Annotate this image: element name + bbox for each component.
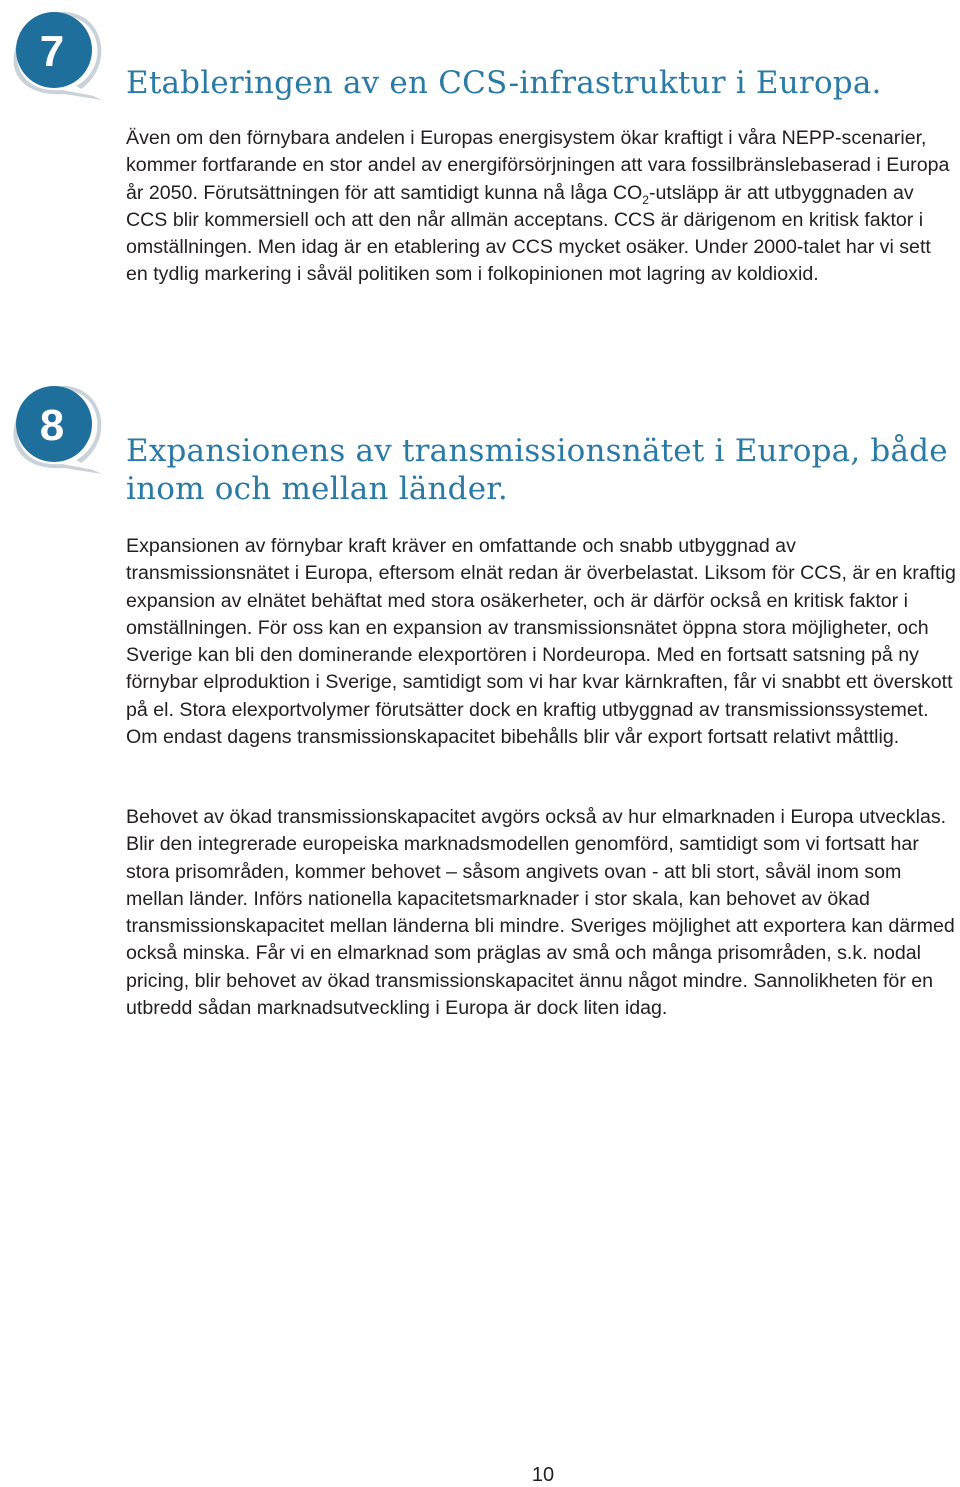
- section-7-title: Etableringen av en CCS-infrastruktur i Europa.: [126, 65, 882, 101]
- co2-subscript: 2: [642, 192, 649, 207]
- section-8-paragraph-1: Expansionen av förnybar kraft kräver en omfattande och snabb utbyggnad av transmissionsnätet i Europa, eftersom elnät redan är överbelastat. Liksom för CCS, är en kraftig expansion av elnätet behäftat med stora osäkerheter, och är därför också en kritisk faktor i omställningen. För oss kan en expansion av transmissionsnätet öppna stora möjligheter, och Sverige kan bli den dominerande elexportören i Nordeuropa. Med en fortsatt satsning på ny förnybar elproduktion i Sverige, samtidigt som vi har kvar kärnkraften, får vi snabbt ett överskott på el. Stora elexportvolymer förutsätter dock en kraftig utbyggnad av transmissionssystemet. Om endast dagens transmissionskapacitet bibehålls blir vår export fortsatt relativt måttlig.: [126, 535, 956, 749]
- section-7-paragraph: [126, 125, 958, 289]
- section-7-text-b: -utsläpp är att utbyggnaden av CCS blir kommersiell och att den når allmän acceptans. CCS är därigenom en kritisk faktor i omställningen. Men idag är en etablering av CCS mycket osäker. Under 2000-talet har vi sett en tydlig markering i såväl politiken som i folkopinionen mot lagring av koldioxid.: [126, 181, 931, 286]
- page-number: 10: [531, 1464, 555, 1486]
- section-8-paragraph-2: Behovet av ökad transmissionskapacitet avgörs också av hur elmarknaden i Europa utvecklas. Blir den integrerade europeiska marknadsmodellen genomförd, samtidigt som vi fortsatt har stora prisområden, kommer behovet – såsom angivets ovan - att bli stort, såväl inom som mellan länder. Införs nationella kapacitetsmarknader i stor skala, kan behovet av ökad transmissionskapacitet mellan länderna bli mindre. Sveriges möjlighet att exportera kan därmed också minska. Får vi en elmarknad som präglas av små och många prisområden, s.k. nodal pricing, blir behovet av ökad transmissionskapacitet ännu något mindre. Sannolikheten för en utbredd sådan marknadsutveckling i Europa är dock liten idag.: [126, 806, 955, 1020]
- section-7-text-a: Även om den förnybara andelen i Europas energisystem ökar kraftigt i våra NEPP-scenarier, kommer fortfarande en stor andel av energiförsörjningen att vara fossilbränslebaserad i Europa år 2050. Förutsättningen för att samtidigt kunna nå låga CO: [126, 127, 950, 204]
- section-8-number: 8: [39, 401, 65, 450]
- section-7-number: 7: [39, 27, 65, 76]
- section-7-badge: [4, 4, 108, 104]
- section-8-badge: [4, 378, 108, 478]
- section-8-title: Expansionens av transmissionsnätet i Europa, både inom och mellan länder.: [126, 433, 948, 507]
